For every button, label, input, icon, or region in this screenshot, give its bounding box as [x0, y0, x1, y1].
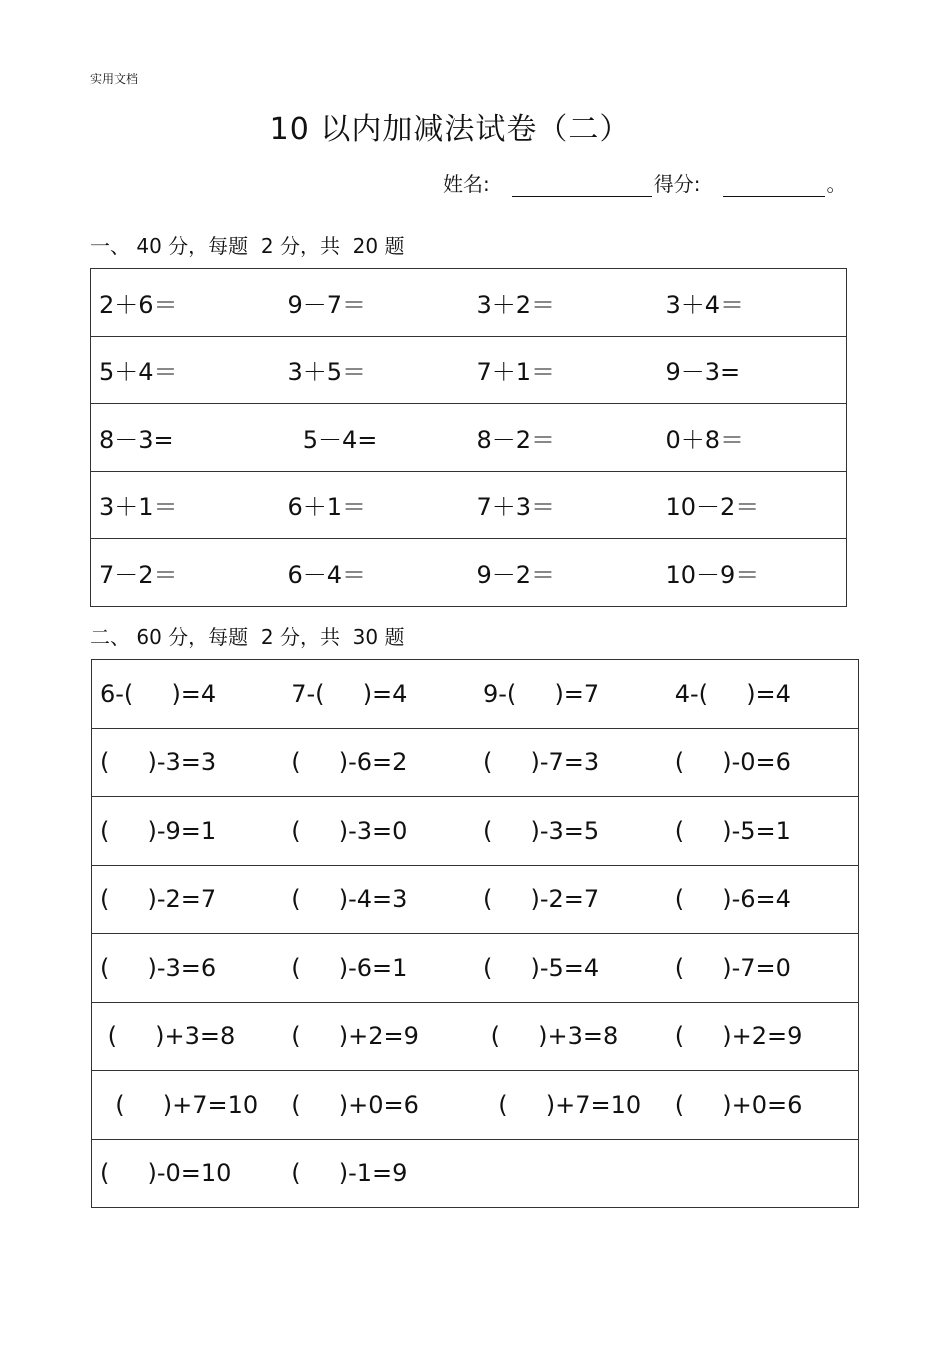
problem-cell: ( )-2=7 [92, 865, 284, 934]
problem-cell: ( )-0=6 [667, 728, 859, 797]
problem-cell: ( )+2=9 [283, 1002, 475, 1071]
section2-heading: 二、 60 分，每题 2 分，共 30 题 [90, 625, 405, 649]
problem-cell: 3＋2＝ [469, 269, 658, 337]
problem-cell: 6－4＝ [280, 539, 469, 607]
table-row [92, 865, 859, 934]
problem-cell: ( )-3=6 [92, 934, 284, 1003]
student-info [443, 168, 847, 197]
problem-cell: ( )-7=3 [475, 728, 667, 797]
score-blank [723, 176, 825, 197]
problem-cell: ( )+7=10 [475, 1071, 667, 1140]
problem-cell: 9-( )=7 [475, 660, 667, 729]
problem-cell: 0＋8＝ [658, 404, 847, 472]
problem-cell: ( )-5=4 [475, 934, 667, 1003]
problem-cell: ( )-5=1 [667, 797, 859, 866]
problem-cell: ( )-9=1 [92, 797, 284, 866]
problem-cell: ( )+0=6 [667, 1071, 859, 1140]
page-title: 10 以内加减法试卷（二） [269, 112, 631, 147]
name-label: 姓名: [443, 172, 490, 196]
problem-cell: ( )-2=7 [475, 865, 667, 934]
problem-cell: 3＋1＝ [91, 471, 280, 539]
problem-cell: 10－9＝ [658, 539, 847, 607]
table-row [92, 728, 859, 797]
section1-heading: 一、 40 分，每题 2 分，共 20 题 [90, 234, 405, 258]
problem-cell: ( )+3=8 [92, 1002, 284, 1071]
header-note: 实用文档 [90, 72, 139, 86]
table-row [92, 1071, 859, 1140]
table-row [92, 1139, 859, 1208]
table-row [92, 660, 859, 729]
problem-cell: 6＋1＝ [280, 471, 469, 539]
problem-cell: ( )-4=3 [283, 865, 475, 934]
table-row [91, 471, 847, 539]
problem-cell: 9－2＝ [469, 539, 658, 607]
table-row [92, 1002, 859, 1071]
problem-cell: 4-( )=4 [667, 660, 859, 729]
problem-cell: 7＋3＝ [469, 471, 658, 539]
problem-cell [475, 1139, 667, 1208]
problem-cell [667, 1139, 859, 1208]
problem-cell: 10－2＝ [658, 471, 847, 539]
problem-cell: 5＋4＝ [91, 336, 280, 404]
problem-cell: 6-( )=4 [92, 660, 284, 729]
table-row [92, 797, 859, 866]
problem-cell: 2＋6＝ [91, 269, 280, 337]
problem-cell: 7-( )=4 [283, 660, 475, 729]
table-row [91, 539, 847, 607]
problem-cell: ( )+7=10 [92, 1071, 284, 1140]
problem-cell: 3＋5＝ [280, 336, 469, 404]
problem-cell: ( )-6=4 [667, 865, 859, 934]
section2-table [91, 659, 859, 1208]
name-blank [512, 176, 652, 197]
score-label: 得分: [653, 172, 701, 196]
table-row [91, 404, 847, 472]
problem-cell: ( )-1=9 [283, 1139, 475, 1208]
problem-cell: ( )+3=8 [475, 1002, 667, 1071]
problem-cell: 9－3= [658, 336, 847, 404]
table-row [91, 269, 847, 337]
problem-cell: 9－7＝ [280, 269, 469, 337]
problem-cell: 7＋1＝ [469, 336, 658, 404]
problem-cell: ( )+0=6 [283, 1071, 475, 1140]
problem-cell: ( )-3=0 [283, 797, 475, 866]
problem-cell: 8－3= [91, 404, 280, 472]
problem-cell: ( )-3=5 [475, 797, 667, 866]
problem-cell: ( )-0=10 [92, 1139, 284, 1208]
table-row [91, 336, 847, 404]
problem-cell: 7－2＝ [91, 539, 280, 607]
problem-cell: ( )-6=1 [283, 934, 475, 1003]
problem-cell: 3＋4＝ [658, 269, 847, 337]
problem-cell: 5－4= [280, 404, 469, 472]
end-mark: 。 [826, 172, 847, 196]
problem-cell: ( )-6=2 [283, 728, 475, 797]
section1-table [90, 268, 847, 607]
table-row [92, 934, 859, 1003]
problem-cell: ( )+2=9 [667, 1002, 859, 1071]
problem-cell: ( )-3=3 [92, 728, 284, 797]
problem-cell: ( )-7=0 [667, 934, 859, 1003]
problem-cell: 8－2＝ [469, 404, 658, 472]
